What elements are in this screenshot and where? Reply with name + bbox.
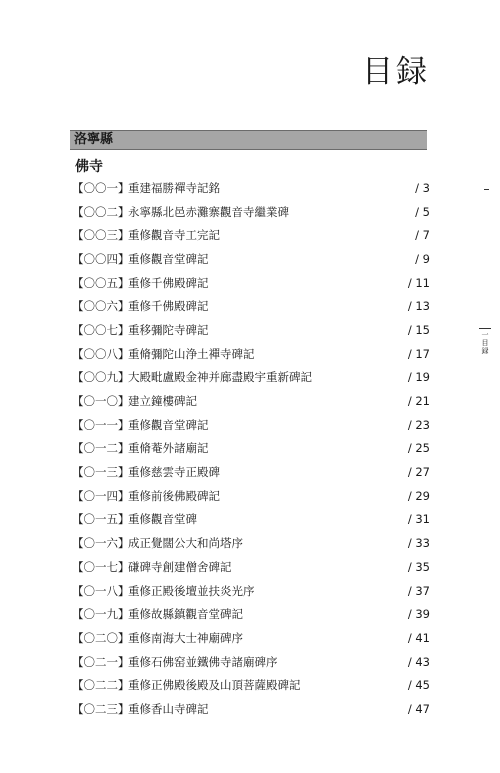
- entry-number: 【〇〇四】: [72, 251, 130, 266]
- entry-title: 重修慈雲寺正殿碑: [128, 465, 220, 480]
- entry-page: / 15: [407, 322, 430, 337]
- entry-page: / 3: [415, 180, 430, 195]
- entry-title: 重修千佛殿碑記: [128, 275, 209, 290]
- entry-page: / 13: [407, 299, 430, 314]
- toc-entry[interactable]: [72, 413, 430, 437]
- toc-entry[interactable]: [72, 200, 430, 224]
- entry-title: 重修南海大士神廟碑序: [128, 630, 243, 645]
- entry-number: 【〇二三】: [72, 701, 130, 716]
- entry-number: 【〇一六】: [72, 536, 130, 551]
- toc-entry[interactable]: [72, 437, 430, 461]
- entry-title: 重脩菴外諸廟記: [128, 441, 209, 456]
- entry-number: 【〇〇六】: [72, 299, 130, 314]
- entry-page: / 41: [407, 630, 430, 645]
- entry-page: / 5: [415, 204, 430, 219]
- entry-title: 重修千佛殿碑記: [128, 299, 209, 314]
- page-marker-dash: [484, 189, 489, 190]
- toc-entry[interactable]: [72, 626, 430, 650]
- toc-entry[interactable]: [72, 602, 430, 626]
- toc-entry[interactable]: [72, 366, 430, 390]
- entry-number: 【〇一四】: [72, 488, 130, 503]
- entry-number: 【〇一三】: [72, 465, 130, 480]
- entry-title: 重修觀音堂碑: [128, 512, 197, 527]
- entry-title: 建立鐘樓碑記: [128, 394, 197, 409]
- entry-number: 【〇〇九】: [72, 370, 130, 385]
- entry-title: 重修香山寺碑記: [128, 701, 209, 716]
- entry-page: / 17: [407, 346, 430, 361]
- entry-number: 【〇〇一】: [72, 180, 130, 195]
- entry-page: / 37: [407, 583, 430, 598]
- entry-page: / 9: [415, 251, 430, 266]
- entry-title: 永寧縣北邑赤灘寨觀音寺繼業碑: [128, 204, 289, 219]
- entry-page: / 11: [407, 275, 430, 290]
- entry-title: 重修正佛殿後殿及山頂菩薩殿碑記: [128, 678, 301, 693]
- toc-entry[interactable]: [72, 247, 430, 271]
- toc-entry[interactable]: [72, 342, 430, 366]
- entry-number: 【〇一二】: [72, 441, 130, 456]
- toc-entry[interactable]: [72, 650, 430, 674]
- entry-page: / 19: [407, 370, 430, 385]
- entry-title: 大殿毗盧殿金神并廊盡殿宇重新碑記: [128, 370, 312, 385]
- entry-title: 重移彌陀寺碑記: [128, 322, 209, 337]
- entry-number: 【〇一一】: [72, 417, 130, 432]
- entry-number: 【〇一五】: [72, 512, 130, 527]
- entry-title: 重修觀音堂碑記: [128, 417, 209, 432]
- entry-page: / 27: [407, 465, 430, 480]
- entry-title: 重修觀音堂碑記: [128, 251, 209, 266]
- entry-number: 【〇二〇】: [72, 630, 130, 645]
- entry-number: 【〇一八】: [72, 583, 130, 598]
- toc-entry[interactable]: [72, 389, 430, 413]
- entry-page: / 43: [407, 654, 430, 669]
- entry-page: / 33: [407, 536, 430, 551]
- page-title: 目録: [362, 54, 430, 90]
- entry-number: 【〇一七】: [72, 559, 130, 574]
- entry-page: / 35: [407, 559, 430, 574]
- toc-entry[interactable]: [72, 555, 430, 579]
- entry-title: 重修觀音寺工完記: [128, 228, 220, 243]
- entry-page: / 7: [415, 228, 430, 243]
- entry-number: 【〇一九】: [72, 607, 130, 622]
- entry-title: 重修正殿後壇並扶炎光序: [128, 583, 255, 598]
- entry-number: 【〇二二】: [72, 678, 130, 693]
- toc-entry[interactable]: [72, 460, 430, 484]
- toc-entry[interactable]: [72, 176, 430, 200]
- toc-entry[interactable]: [72, 531, 430, 555]
- entry-page: / 31: [407, 512, 430, 527]
- toc-entry[interactable]: [72, 318, 430, 342]
- entry-title: 重修石佛窑並鐵佛寺諸廟碑序: [128, 654, 278, 669]
- entry-title: 重脩彌陀山浄土禪寺碑記: [128, 346, 255, 361]
- toc-entry[interactable]: [72, 484, 430, 508]
- entry-number: 【〇〇七】: [72, 322, 130, 337]
- entry-page: / 47: [407, 701, 430, 716]
- section-title: 洛寧縣: [74, 132, 114, 147]
- entry-title: 重修前後佛殿碑記: [128, 488, 220, 503]
- side-tab: [479, 328, 491, 355]
- toc-entry[interactable]: [72, 579, 430, 603]
- toc-list: [72, 176, 430, 721]
- entry-page: / 25: [407, 441, 430, 456]
- entry-page: / 23: [407, 417, 430, 432]
- side-tab-number: 一: [481, 331, 489, 339]
- toc-entry[interactable]: [72, 294, 430, 318]
- entry-number: 【〇一〇】: [72, 394, 130, 409]
- section-header: [70, 130, 427, 150]
- subsection-title: 佛寺: [75, 159, 103, 175]
- entry-title: 重建福勝禪寺記銘: [128, 180, 220, 195]
- entry-title: 磏碑寺創建僧舍碑記: [128, 559, 232, 574]
- toc-entry[interactable]: [72, 271, 430, 295]
- entry-number: 【〇〇二】: [72, 204, 130, 219]
- entry-number: 【〇〇三】: [72, 228, 130, 243]
- side-tab-label: 目録: [481, 339, 489, 355]
- toc-entry[interactable]: [72, 508, 430, 532]
- entry-number: 【〇〇五】: [72, 275, 130, 290]
- entry-number: 【〇〇八】: [72, 346, 130, 361]
- entry-title: 成正覺闊公大和尚塔序: [128, 536, 243, 551]
- entry-page: / 29: [407, 488, 430, 503]
- entry-page: / 39: [407, 607, 430, 622]
- entry-title: 重修故縣鎮觀音堂碑記: [128, 607, 243, 622]
- entry-page: / 21: [407, 394, 430, 409]
- toc-entry[interactable]: [72, 697, 430, 721]
- toc-entry[interactable]: [72, 673, 430, 697]
- toc-entry[interactable]: [72, 223, 430, 247]
- entry-page: / 45: [407, 678, 430, 693]
- entry-number: 【〇二一】: [72, 654, 130, 669]
